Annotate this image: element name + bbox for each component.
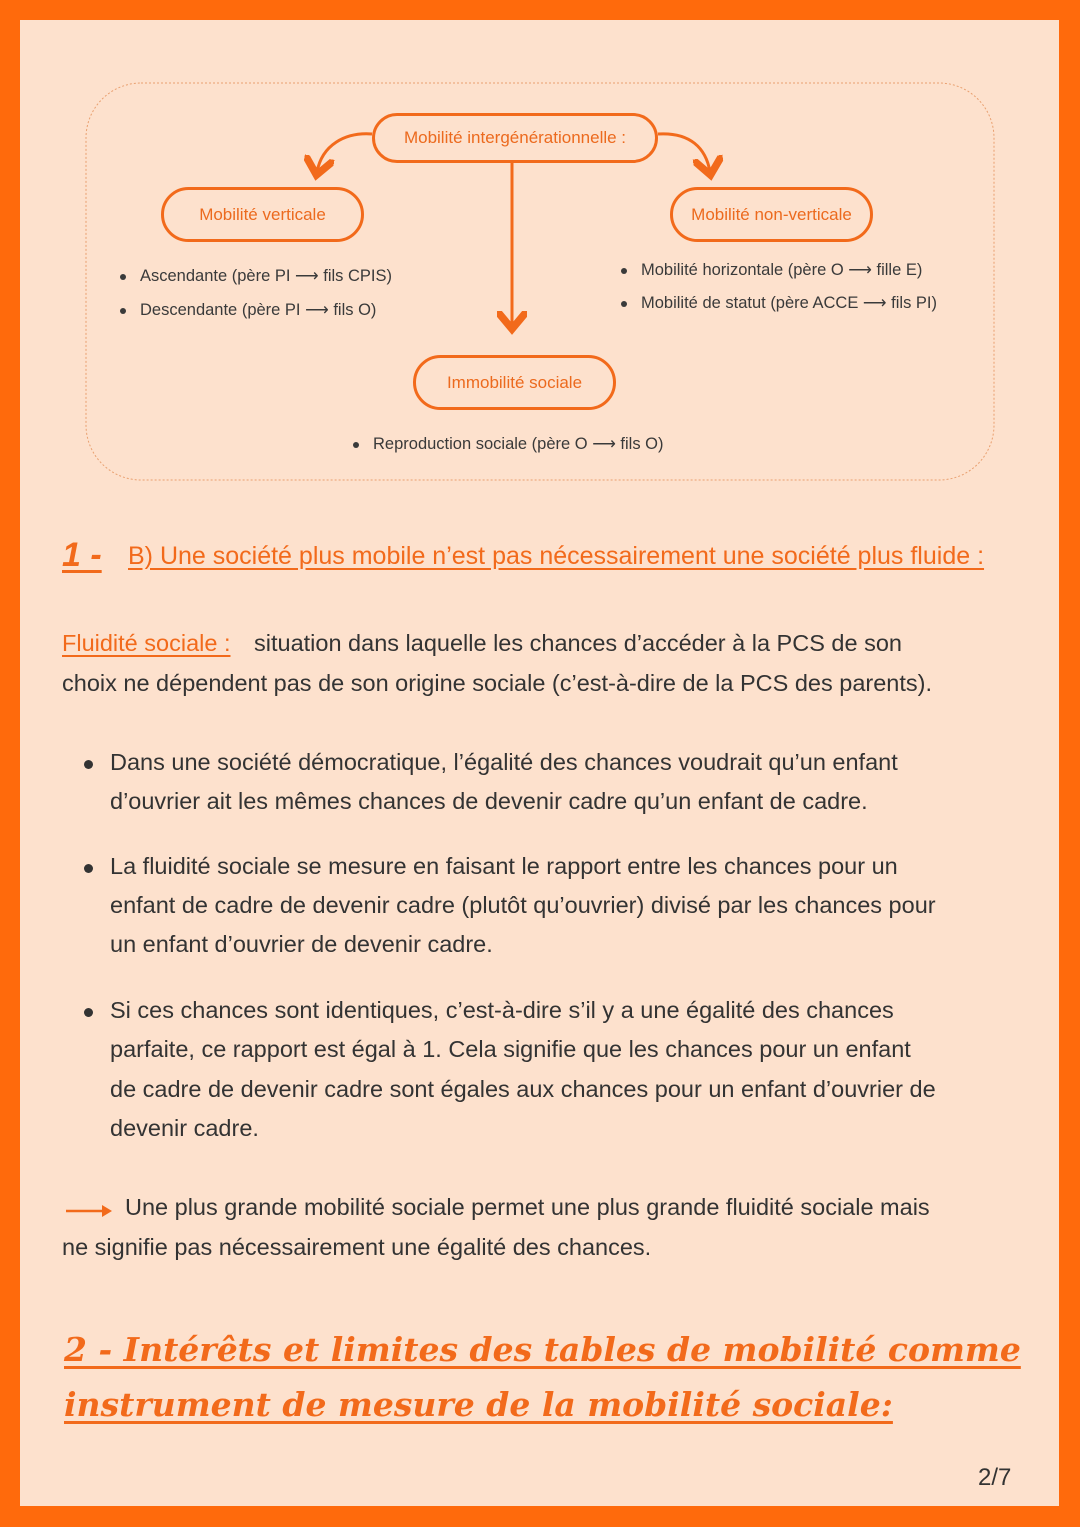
list-item: Mobilité horizontale (père O ⟶ fille E) [641, 261, 923, 279]
arrow-to-non-vertical [658, 134, 710, 172]
section2-title-line: instrument de mesure de la mobilité sociale: [64, 1385, 893, 1424]
arrow-to-vertical [317, 134, 372, 172]
bullet-icon [120, 274, 126, 280]
bullet-line: La fluidité sociale se mesure en faisant le rapport entre les chances pour un [110, 853, 898, 879]
diagram-connectors [0, 0, 1080, 500]
bullet-icon [120, 308, 126, 314]
bullet-icon [353, 442, 359, 448]
node-non-vertical-mobility: Mobilité non-verticale [670, 187, 873, 242]
bullet-icon [621, 301, 627, 307]
section-title: B) Une société plus mobile n’est pas nécessairement une société plus fluide : [128, 542, 985, 570]
bullet-line: d’ouvrier ait les mêmes chances de devenir cadre qu’un enfant de cadre. [110, 788, 868, 814]
node-vertical-mobility: Mobilité verticale [161, 187, 364, 242]
node-intergenerational-mobility: Mobilité intergénérationnelle : [372, 113, 658, 163]
bullet-icon [84, 1008, 93, 1017]
bullet-line: enfant de cadre de devenir cadre (plutôt qu’ouvrier) divisé par les chances pour [110, 892, 936, 918]
list-item: Descendante (père PI ⟶ fils O) [140, 301, 377, 319]
definition-term: Fluidité sociale : [62, 630, 231, 656]
page-number: 2/7 [978, 1464, 1012, 1491]
section2-title-line: 2 - Intérêts et limites des tables de mobilité comme [64, 1330, 1021, 1369]
bullet-line: devenir cadre. [110, 1115, 259, 1141]
bullet-line: parfaite, ce rapport est égal à 1. Cela signifie que les chances pour un enfant [110, 1036, 911, 1062]
list-item: Ascendante (père PI ⟶ fils CPIS) [140, 267, 393, 285]
definition-line: situation dans laquelle les chances d’accéder à la PCS de son [254, 630, 902, 656]
bullet-line: de cadre de devenir cadre sont égales aux chances pour un enfant d’ouvrier de [110, 1076, 936, 1102]
section-number: 1 - [62, 536, 102, 574]
bullet-line: Si ces chances sont identiques, c’est-à-dire s’il y a une égalité des chances [110, 997, 894, 1023]
arrow-right-icon [66, 1201, 116, 1221]
bullet-icon [84, 864, 93, 873]
list-item: Reproduction sociale (père O ⟶ fils O) [373, 435, 664, 453]
bullet-icon [84, 760, 93, 769]
definition-line: choix ne dépendent pas de son origine sociale (c’est-à-dire de la PCS des parents). [62, 670, 933, 696]
bullet-line: un enfant d’ouvrier de devenir cadre. [110, 931, 493, 957]
conclusion-line: Une plus grande mobilité sociale permet une plus grande fluidité sociale mais [125, 1194, 930, 1220]
node-social-immobility: Immobilité sociale [413, 355, 616, 410]
list-item: Mobilité de statut (père ACCE ⟶ fils PI) [641, 294, 938, 312]
conclusion-line: ne signifie pas nécessairement une égalité des chances. [62, 1234, 652, 1260]
bullet-line: Dans une société démocratique, l’égalité des chances voudrait qu’un enfant [110, 749, 898, 775]
bullet-icon [621, 268, 627, 274]
